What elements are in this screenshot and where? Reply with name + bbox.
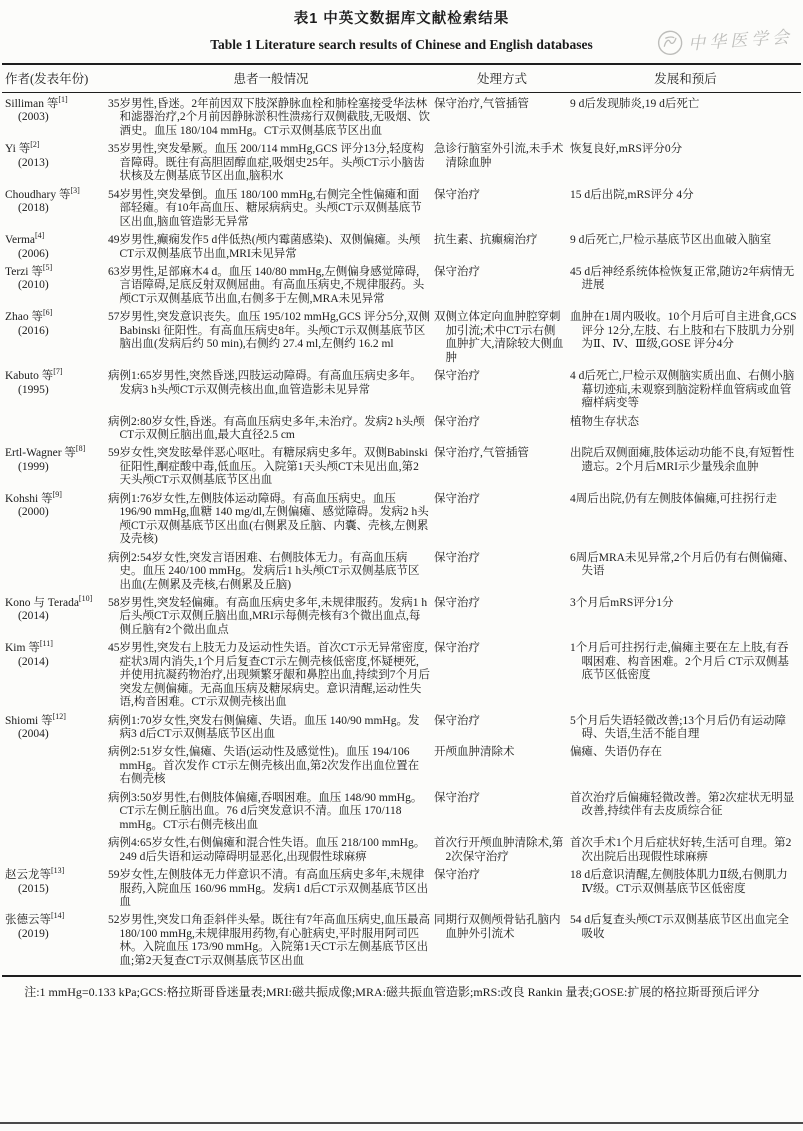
treatment-cell xyxy=(434,914,570,968)
treatment-cell xyxy=(434,370,570,410)
table-row xyxy=(2,416,801,443)
treatment-text: 保守治疗 xyxy=(434,714,480,727)
author-name: 张德云等 xyxy=(5,914,51,927)
table-row xyxy=(2,489,801,547)
author-name: Choudhary 等 xyxy=(5,188,71,201)
col-header-treatment: 处理方式 xyxy=(476,72,527,86)
author-cell xyxy=(2,367,108,410)
condition-text: 病例4:65岁女性,右侧偏瘫和混合性失语。血压 218/100 mmHg。249 d后失语和运动障碍明显恶化,出现假性球麻痹 xyxy=(108,837,426,863)
table-row xyxy=(2,746,801,786)
treatment-cell xyxy=(434,869,570,909)
treatment-cell xyxy=(434,234,570,261)
prognosis-text: 15 d后出院,mRS评分 4分 xyxy=(570,188,694,201)
prognosis-cell xyxy=(570,552,801,592)
author-name: 赵云龙等 xyxy=(5,869,51,882)
prognosis-text: 9 d后死亡,尸检示基底节区出血破入脑室 xyxy=(570,234,772,247)
prognosis-cell xyxy=(570,447,801,487)
author-year: (2018) xyxy=(18,202,49,215)
treatment-text: 保守治疗 xyxy=(434,596,480,609)
author-cell xyxy=(2,866,108,909)
condition-text: 35岁男性,突发晕厥。血压 200/114 mmHg,GCS 评分13分,轻度构音障碍。既往有高胆固醇血症,吸烟史25年。头颅CT示小脑齿状核及左侧基底节区出血,脑积水 xyxy=(108,143,425,183)
treatment-cell xyxy=(434,189,570,229)
author-cell xyxy=(2,594,108,637)
author-cell xyxy=(2,837,108,864)
prognosis-cell xyxy=(570,143,801,183)
condition-cell xyxy=(108,143,434,183)
page-bottom-rule xyxy=(0,1122,803,1124)
condition-text: 59岁女性,左侧肢体无力伴意识不清。有高血压病史多年,未规律服药,入院血压 160/96 mmHg。发病1 d后CT示双侧基底节区出血 xyxy=(108,869,429,909)
condition-cell xyxy=(108,746,434,786)
author-name: Ertl-Wagner 等 xyxy=(5,447,76,460)
author-cell xyxy=(2,308,108,365)
treatment-cell xyxy=(434,266,570,306)
condition-text: 45岁男性,突发右上肢无力及运动性失语。首次CT示无异常密度,症状3周内消失,1个月后复查CT示左侧壳核低密度,怀疑梗死,并使用抗凝药物治疗,出现频繁牙龈和鼻腔出血,持续到7个月后突发左侧偏瘫。无高血压病及糖尿病史。意识清醒,运动性失语,构音困难。CT示双侧壳核出血 xyxy=(108,642,430,709)
table-title-en: Table 1 Literature search results of Chinese and English databases xyxy=(210,37,593,52)
condition-text: 病例3:50岁男性,右侧肢体偏瘫,吞咽困难。血压 148/90 mmHg。CT示左侧丘脑出血。76 d后突发意识不清。血压 170/118 mmHg。CT示右侧壳核出血 xyxy=(108,791,423,831)
author-cell xyxy=(2,140,108,183)
col-header-prognosis: 发展和预后 xyxy=(654,72,717,86)
author-name: Yi 等 xyxy=(5,143,31,156)
treatment-cell xyxy=(434,416,570,443)
treatment-cell xyxy=(434,98,570,138)
reference-superscript: [8] xyxy=(75,444,86,454)
condition-text: 病例1:70岁女性,突发右侧偏瘫、失语。血压 140/90 mmHg。发病3 d后CT示双侧基底节区出血 xyxy=(108,714,420,741)
prognosis-cell xyxy=(570,493,801,547)
author-cell xyxy=(2,552,108,592)
prognosis-cell xyxy=(570,416,801,443)
condition-text: 52岁男性,突发口角歪斜伴头晕。既往有7年高血压病史,血压最高 180/100 mmHg,未规律服用药物,有心脏病史,平时服用阿司匹林。入院血压 173/90 mmHg。入院第1天CT示左侧基底节区出血;第2天复查CT示双侧基底节区出血 xyxy=(108,914,430,967)
society-emblem-icon xyxy=(656,29,684,57)
prognosis-cell xyxy=(570,869,801,909)
reference-superscript: [7] xyxy=(53,367,63,377)
condition-cell xyxy=(108,837,434,864)
prognosis-cell xyxy=(570,189,801,229)
treatment-cell xyxy=(434,597,570,637)
table-row xyxy=(2,140,801,183)
table-row xyxy=(2,95,801,138)
table-row xyxy=(2,231,801,261)
author-cell xyxy=(2,444,108,487)
condition-text: 病例2:80岁女性,昏迷。有高血压病史多年,未治疗。发病2 h头颅CT示双侧丘脑出血,最大直径2.5 cm xyxy=(108,415,425,441)
author-cell xyxy=(2,792,108,832)
condition-text: 57岁男性,突发意识丧失。血压 195/102 mmHg,GCS 评分5分,双侧 Babinski 征阳性。有高血压病史8年。头颅CT示双侧基底节区脑出血(发病后约 50 min),右侧约 27.4 ml,左侧约 16.2 ml xyxy=(108,311,431,351)
treatment-cell xyxy=(434,493,570,547)
prognosis-text: 偏瘫、失语仍存在 xyxy=(570,746,662,759)
author-year: (2015) xyxy=(18,882,49,895)
prognosis-text: 首次治疗后偏瘫轻微改善。第2次症状无明显改善,持续伴有去皮质综合征 xyxy=(570,791,795,818)
reference-superscript: [11] xyxy=(39,639,53,649)
condition-cell xyxy=(108,266,434,306)
table-row xyxy=(2,911,801,968)
author-name: Kono 与 Terada xyxy=(5,596,79,609)
reference-superscript: [6] xyxy=(43,308,53,318)
treatment-text: 保守治疗 xyxy=(434,869,480,882)
condition-text: 病例1:76岁女性,左侧肢体运动障碍。有高血压病史。血压 196/90 mmHg,血糖 140 mg/dl,左侧偏瘫、感觉障碍。发病2 h头颅CT示双侧基底节区出血(右侧累及丘脑、内囊、壳核,左侧累及壳核) xyxy=(108,492,429,546)
prognosis-cell xyxy=(570,370,801,410)
condition-text: 54岁男性,突发晕倒。血压 180/100 mmHg,右侧完全性偏瘫和面部轻瘫。有10年高血压、糖尿病病史。头颅CT示双侧基底节区出血,脑血管造影无异常 xyxy=(108,188,422,228)
author-name: Silliman 等 xyxy=(5,98,59,110)
prognosis-cell xyxy=(570,837,801,864)
author-year: (2016) xyxy=(18,324,49,337)
table-row xyxy=(2,639,801,709)
treatment-text: 双侧立体定向血肿腔穿刺加引流;术中CT示右侧血肿扩大,清除较大侧血肿 xyxy=(434,311,564,364)
treatment-text: 保守治疗 xyxy=(434,551,480,564)
condition-text: 59岁女性,突发眩晕伴恶心呕吐。有糖尿病史多年。双侧Babinski征阳性,酮症酸中毒,低血压。入院第1天头颅CT未见出血,第2天头颅CT示双侧基底节区出血 xyxy=(108,447,428,487)
table-row xyxy=(2,444,801,487)
prognosis-text: 出院后双侧面瘫,肢体运动功能不良,有短暂性遗忘。2个月后MRI示少量残余血肿 xyxy=(570,447,795,473)
treatment-text: 急诊行脑室外引流,未手术清除血肿 xyxy=(434,143,564,169)
treatment-text: 首次行开颅血肿清除术,第2次保守治疗 xyxy=(434,837,564,863)
author-year: (2000) xyxy=(18,506,49,519)
author-year: (1999) xyxy=(18,460,49,473)
prognosis-cell xyxy=(570,914,801,968)
reference-superscript: [9] xyxy=(52,489,62,499)
prognosis-text: 45 d后神经系统体检恢复正常,随访2年病情无进展 xyxy=(570,265,795,292)
prognosis-text: 植物生存状态 xyxy=(570,415,639,428)
condition-cell xyxy=(108,792,434,832)
prognosis-cell xyxy=(570,234,801,261)
treatment-cell xyxy=(434,311,570,365)
author-cell xyxy=(2,185,108,229)
author-cell xyxy=(2,911,108,968)
author-cell xyxy=(2,746,108,786)
author-year: (2003) xyxy=(18,111,49,124)
reference-superscript: [12] xyxy=(52,711,66,721)
treatment-cell xyxy=(434,143,570,183)
treatment-text: 保守治疗 xyxy=(434,642,480,655)
author-year: (2004) xyxy=(18,728,49,741)
condition-text: 58岁男性,突发轻偏瘫。有高血压病史多年,未规律服药。发病1 h后头颅CT示双侧丘脑出血,MRI示每侧壳核有3个微出血点,每侧丘脑有2个微出血点 xyxy=(108,596,428,636)
treatment-cell xyxy=(434,715,570,742)
author-year: (2014) xyxy=(18,610,49,623)
table-title-zh: 表1 中英文数据库文献检索结果 xyxy=(293,11,510,27)
prognosis-text: 血肿在1周内吸收。10个月后可自主进食,GCS 评分 12分,左肢、右上肢和右下肢肌力分别为Ⅱ、Ⅳ、Ⅲ级,GOSE 评分4分 xyxy=(570,311,797,351)
prognosis-cell xyxy=(570,746,801,786)
treatment-cell xyxy=(434,792,570,832)
condition-cell xyxy=(108,370,434,410)
author-name: Shiomi 等 xyxy=(5,714,53,727)
table-header-row xyxy=(2,63,801,93)
condition-cell xyxy=(108,416,434,443)
prognosis-text: 1个月后可拄拐行走,偏瘫主要在左上肢,有吞咽困难、构音困难。2个月后 CT示双侧基底节区低密度 xyxy=(570,642,789,682)
condition-cell xyxy=(108,552,434,592)
table-row xyxy=(2,185,801,229)
condition-cell xyxy=(108,715,434,742)
treatment-text: 保守治疗 xyxy=(434,791,480,804)
table-row xyxy=(2,866,801,909)
author-cell xyxy=(2,231,108,261)
reference-superscript: [5] xyxy=(42,263,53,273)
col-header-condition: 患者一般情况 xyxy=(233,72,309,86)
table-row xyxy=(2,837,801,864)
col-header-author: 作者(发表年份) xyxy=(5,72,89,86)
treatment-text: 同期行双侧颅骨钻孔脑内血肿外引流术 xyxy=(434,914,561,940)
author-name: Verma xyxy=(5,234,36,247)
treatment-cell xyxy=(434,552,570,592)
reference-superscript: [13] xyxy=(51,866,65,876)
table-row xyxy=(2,792,801,832)
prognosis-text: 首次手术1个月后症状好转,生活可自理。第2次出院后出现假性球麻痹 xyxy=(570,837,792,863)
prognosis-cell xyxy=(570,597,801,637)
prognosis-cell xyxy=(570,792,801,832)
condition-text: 35岁男性,昏迷。2年前因双下肢深静脉血栓和肺栓塞接受华法林和滤器治疗,2个月前因静脉淤积性溃疡行双侧截肢,无吸烟、饮酒史。血压 180/104 mmHg。CT示双侧基底节区出血 xyxy=(108,98,430,137)
table-row xyxy=(2,308,801,365)
treatment-cell xyxy=(434,837,570,864)
condition-text: 病例2:51岁女性,偏瘫、失语(运动性及感觉性)。血压 194/106 mmHg。首次发作 CT示左侧壳核出血,第2次发作出血位置在右侧壳核 xyxy=(108,746,420,786)
watermark-text: 中华医学会 xyxy=(687,26,794,54)
treatment-text: 保守治疗 xyxy=(434,265,480,278)
treatment-text: 保守治疗 xyxy=(434,188,480,201)
treatment-cell xyxy=(434,746,570,786)
author-year: (2014) xyxy=(18,655,49,668)
author-name: Kohshi 等 xyxy=(5,492,53,505)
author-year: (1995) xyxy=(18,383,49,396)
author-name: Zhao 等 xyxy=(5,311,44,324)
prognosis-text: 4周后出院,仍有左侧肢体偏瘫,可拄拐行走 xyxy=(570,492,777,505)
table-body xyxy=(2,95,801,977)
prognosis-cell xyxy=(570,98,801,138)
treatment-text: 保守治疗 xyxy=(434,370,480,383)
author-year: (2013) xyxy=(18,156,49,169)
treatment-text: 保守治疗,气管插管 xyxy=(434,98,529,110)
author-name: Kabuto 等 xyxy=(5,370,54,383)
author-cell xyxy=(2,489,108,547)
condition-cell xyxy=(108,597,434,637)
treatment-text: 保守治疗 xyxy=(434,492,480,505)
table-row xyxy=(2,594,801,637)
prognosis-cell xyxy=(570,642,801,709)
condition-cell xyxy=(108,869,434,909)
condition-cell xyxy=(108,311,434,365)
reference-superscript: [14] xyxy=(51,911,65,921)
prognosis-text: 4 d后死亡,尸检示双侧脑实质出血、右侧小脑幕切迹疝,未观察到脑淀粉样血管病或血管瘤样病变等 xyxy=(570,370,795,410)
treatment-text: 开颅血肿清除术 xyxy=(434,746,515,759)
author-cell xyxy=(2,416,108,443)
author-name: Kim 等 xyxy=(5,642,40,655)
reference-superscript: [10] xyxy=(78,594,93,604)
prognosis-cell xyxy=(570,311,801,365)
condition-cell xyxy=(108,447,434,487)
prognosis-text: 5个月后失语轻微改善;13个月后仍有运动障碍、失语,生活不能自理 xyxy=(570,714,786,741)
reference-superscript: [1] xyxy=(58,95,68,105)
condition-text: 63岁男性,足部麻木4 d。血压 140/80 mmHg,左侧偏身感觉障碍,言语障碍,足底反射双侧屈曲。有高血压病史,不规律服药。头颅CT示双侧基底节出血,右侧多于左侧,MRA未见异常 xyxy=(108,265,425,305)
condition-text: 49岁男性,癫痫发作5 d伴低热(颅内霉菌感染)、双侧偏瘫。头颅CT示双侧基底节出血,MRI未见异常 xyxy=(108,234,421,260)
author-cell xyxy=(2,263,108,306)
prognosis-text: 6周后MRA未见异常,2个月后仍有右侧偏瘫、失语 xyxy=(570,551,795,578)
table-row xyxy=(2,263,801,306)
author-year: (2010) xyxy=(18,279,49,292)
literature-table xyxy=(2,63,801,977)
prognosis-text: 3个月后mRS评分1分 xyxy=(570,596,674,609)
prognosis-text: 恢复良好,mRS评分0分 xyxy=(570,143,683,156)
author-cell xyxy=(2,711,108,742)
author-cell xyxy=(2,95,108,138)
prognosis-text: 54 d后复查头颅CT示双侧基底节区出血完全吸收 xyxy=(570,914,789,940)
table-row xyxy=(2,367,801,410)
author-year: (2019) xyxy=(18,927,49,940)
prognosis-text: 18 d后意识清醒,左侧肢体肌力Ⅱ级,右侧肌力Ⅳ级。CT示双侧基底节区低密度 xyxy=(570,869,788,895)
author-name: Terzi 等 xyxy=(5,265,43,278)
prognosis-cell xyxy=(570,715,801,742)
treatment-cell xyxy=(434,642,570,709)
condition-cell xyxy=(108,493,434,547)
table-row xyxy=(2,711,801,742)
author-cell xyxy=(2,639,108,709)
condition-text: 病例1:65岁男性,突然昏迷,四肢运动障碍。有高血压病史多年。发病3 h头颅CT示双侧壳核出血,血管造影未见异常 xyxy=(108,370,422,396)
treatment-text: 抗生素、抗癫痫治疗 xyxy=(434,234,538,247)
treatment-cell xyxy=(434,447,570,487)
treatment-text: 保守治疗 xyxy=(434,415,480,428)
condition-text: 病例2:54岁女性,突发言语困难、右侧肢体无力。有高血压病史。血压 240/100 mmHg。发病后1 h头颅CT示双侧基底节区出血(左侧累及壳核,右侧累及丘脑) xyxy=(108,551,420,591)
prognosis-text: 9 d后发现肺炎,19 d后死亡 xyxy=(570,98,700,110)
condition-cell xyxy=(108,98,434,138)
condition-cell xyxy=(108,642,434,709)
author-year: (2006) xyxy=(18,247,49,260)
prognosis-cell xyxy=(570,266,801,306)
condition-cell xyxy=(108,189,434,229)
treatment-text: 保守治疗,气管插管 xyxy=(434,447,529,460)
condition-cell xyxy=(108,234,434,261)
reference-superscript: [3] xyxy=(70,185,80,195)
table-footnote: 注:1 mmHg=0.133 kPa;GCS:格拉斯哥昏迷量表;MRI:磁共振成像;MRA:磁共振血管造影;mRS:改良 Rankin 量表;GOSE:扩展的格拉斯哥预后评分 xyxy=(24,985,760,1000)
condition-cell xyxy=(108,914,434,968)
table-row xyxy=(2,552,801,592)
reference-superscript: [4] xyxy=(35,231,45,241)
reference-superscript: [2] xyxy=(30,140,40,150)
